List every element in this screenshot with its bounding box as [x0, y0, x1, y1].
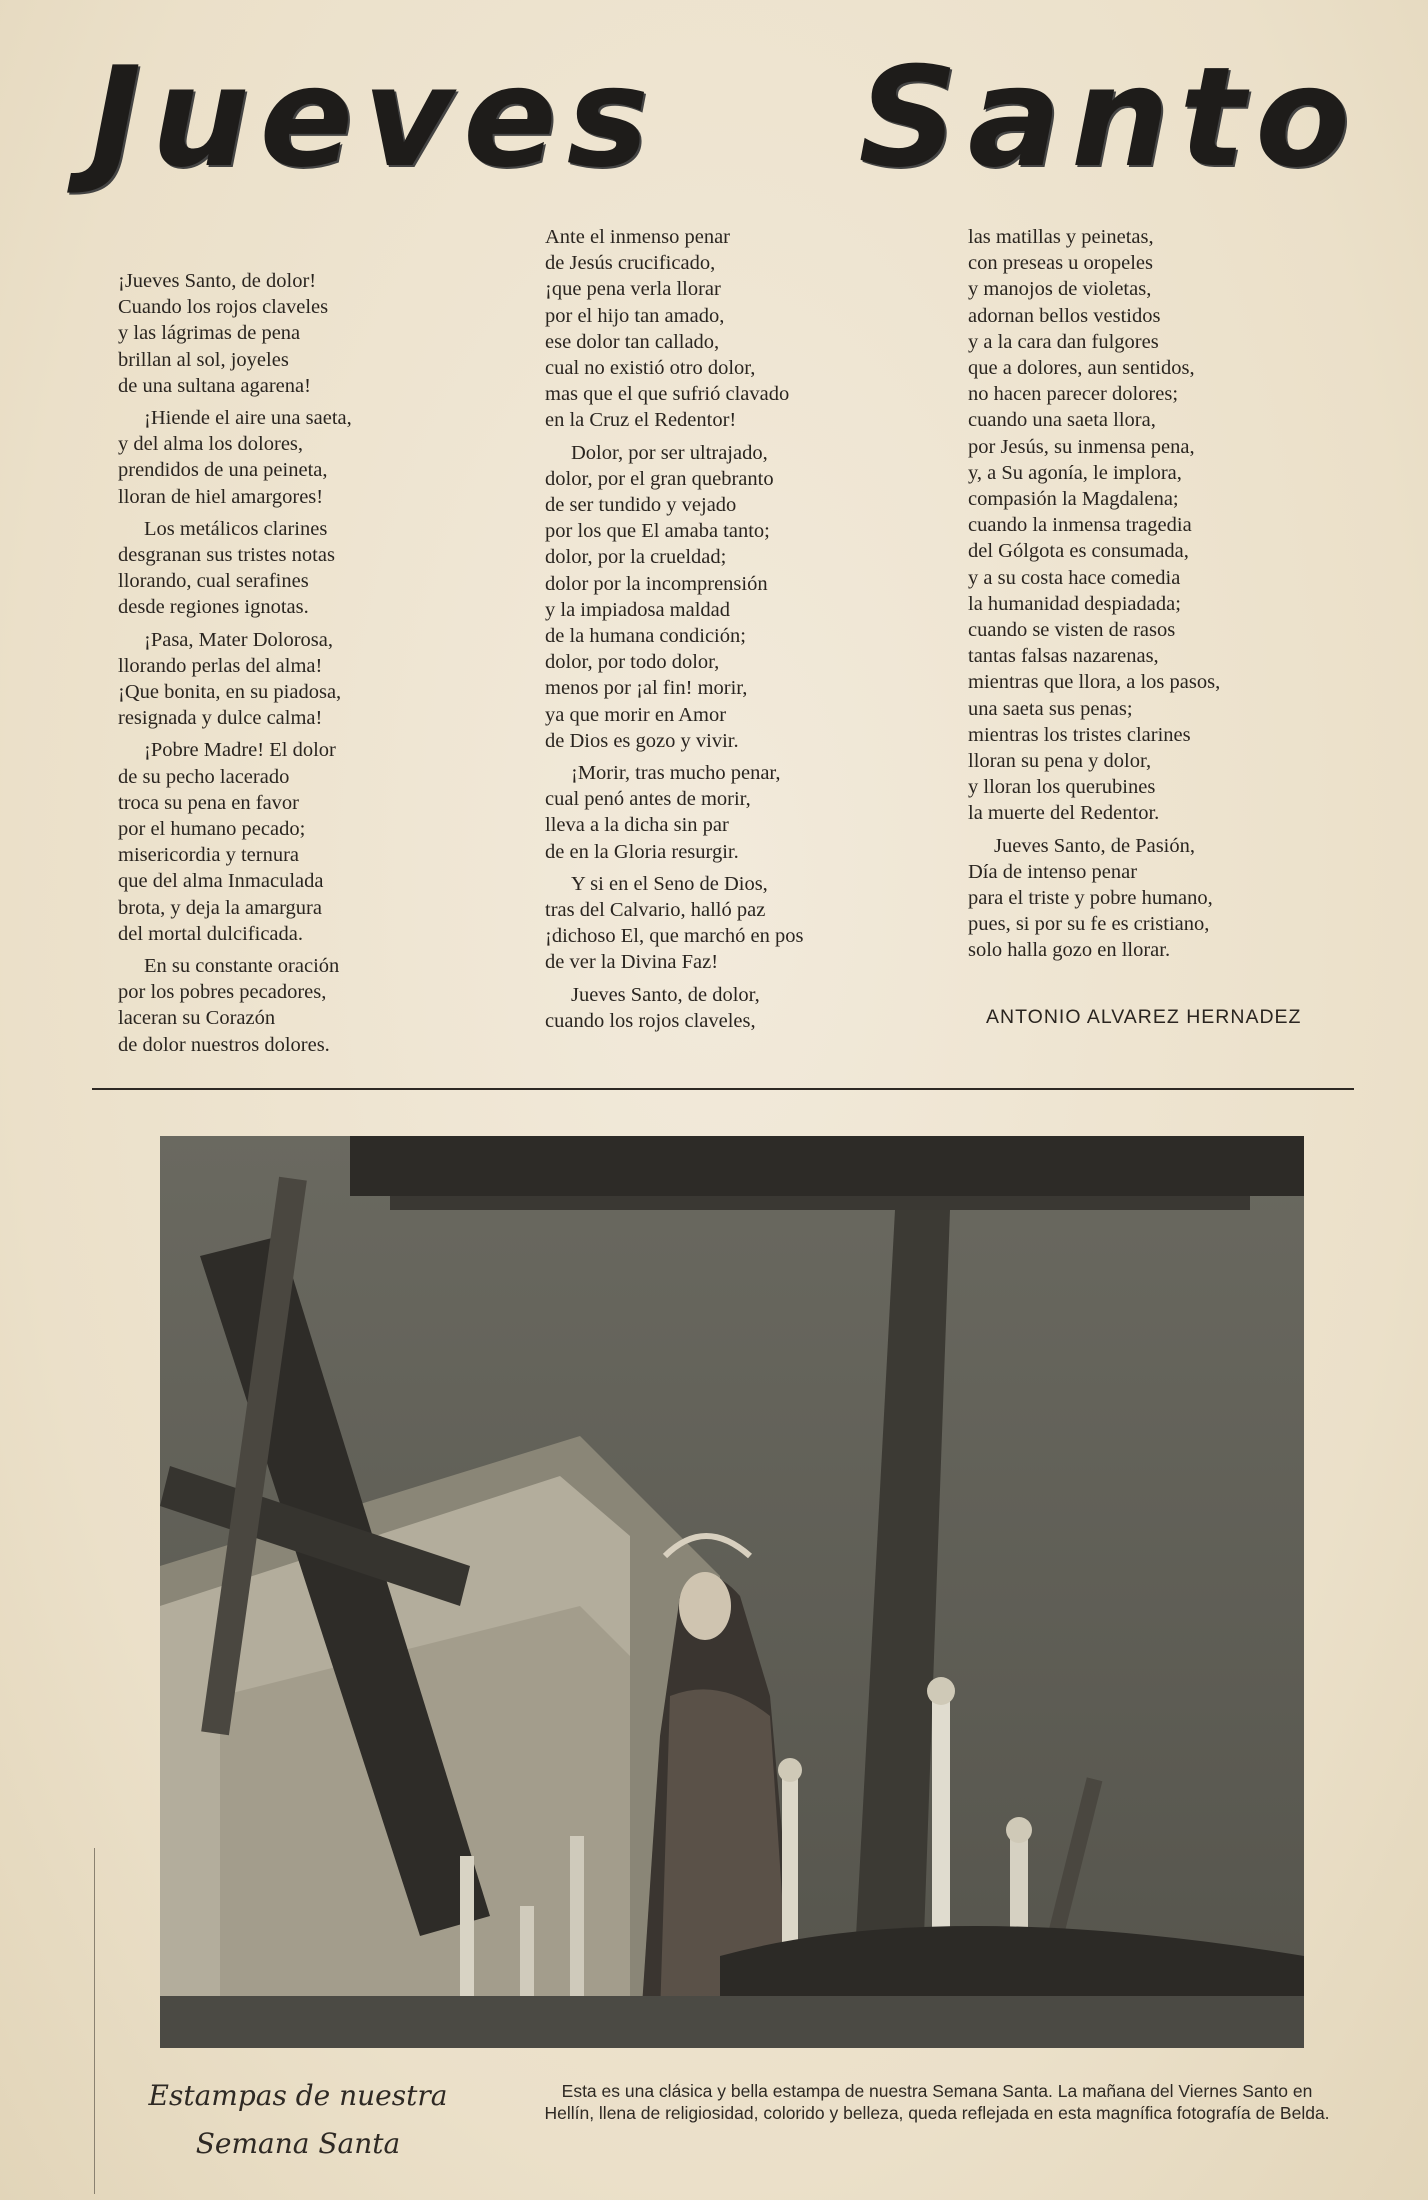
poem-line: las matillas y peinetas,: [968, 226, 1154, 248]
caption-title: [118, 2072, 478, 2168]
poem-line: cuando los rojos claveles,: [545, 1009, 756, 1032]
poem-stanza: [545, 760, 875, 865]
poem-line: por el hijo tan amado,: [545, 304, 725, 327]
poem-line: mientras que llora, a los pasos,: [968, 671, 1221, 694]
poem-line: cuando la inmensa tragedia: [968, 514, 1192, 537]
poem-line: de su pecho lacerado: [118, 765, 290, 788]
poem-line: Día de intenso penar: [968, 860, 1138, 883]
poem-line: por los que El amaba tanto;: [545, 520, 770, 543]
poem-line: cual no existió otro dolor,: [545, 357, 756, 380]
poem-line: desde regiones ignotas.: [118, 596, 309, 619]
poem-line: cuando se visten de rasos: [968, 619, 1176, 642]
poem-stanza: [545, 440, 875, 754]
poem-line: misericordia y ternura: [118, 844, 300, 867]
poem-line: dolor, por la crueldad;: [545, 546, 727, 569]
poem-line: llorando, cual serafines: [118, 570, 309, 593]
poem-stanza: [545, 871, 875, 976]
poem-line: mientras los tristes clarines: [968, 723, 1191, 746]
poem-stanza: [118, 268, 418, 399]
poem-line: de dolor nuestros dolores.: [118, 1033, 330, 1056]
poem-line: ¡que pena verla llorar: [545, 278, 721, 301]
poem-line: de Dios es gozo y vivir.: [545, 729, 739, 752]
poem-line: una saeta sus penas;: [968, 697, 1133, 720]
poem-line: del Gólgota es consumada,: [968, 540, 1189, 563]
poem-line: lloran su pena y dolor,: [968, 750, 1152, 773]
poem-line: ¡Jueves Santo, de dolor!: [118, 270, 317, 292]
poem-line: brota, y deja la amargura: [118, 896, 322, 919]
poem-line: y a la cara dan fulgores: [968, 330, 1159, 353]
poem-column-3: [968, 224, 1328, 970]
poem-line: resignada y dulce calma!: [118, 707, 323, 730]
section-divider: [92, 1088, 1354, 1090]
poem-line: de ver la Divina Faz!: [545, 951, 719, 974]
poem-line: solo halla gozo en llorar.: [968, 939, 1171, 962]
poem-line: por Jesús, su inmensa pena,: [968, 435, 1195, 458]
poem-line: mas que el que sufrió clavado: [545, 383, 790, 406]
caption-title-line-2: Semana Santa: [195, 2127, 401, 2160]
poem-line: cual penó antes de morir,: [545, 788, 751, 811]
poem-stanza: [118, 627, 418, 732]
poem-line: ya que morir en Amor: [545, 703, 727, 726]
poem-line: la humanidad despiadada;: [968, 592, 1181, 615]
poem-line: brillan al sol, joyeles: [118, 348, 289, 371]
poem-line: Cuando los rojos claveles: [118, 296, 329, 319]
poem-line: no hacen parecer dolores;: [968, 383, 1179, 406]
title-word-1: Jueves: [90, 37, 659, 198]
poem-line: ese dolor tan callado,: [545, 330, 720, 353]
poem-line: ¡dichoso El, que marchó en pos: [545, 925, 804, 948]
poem-line: de una sultana agarena!: [118, 374, 311, 397]
poem-stanza: [118, 737, 418, 947]
poem-line: dolor, por todo dolor,: [545, 651, 720, 674]
poem-line: adornan bellos vestidos: [968, 304, 1161, 327]
poem-line: que del alma Inmaculada: [118, 870, 324, 893]
poem-stanza: [118, 516, 418, 621]
poem-line: cuando una saeta llora,: [968, 409, 1156, 432]
poem-line: Los metálicos clarines: [144, 517, 328, 540]
poem-line: y del alma los dolores,: [118, 433, 304, 456]
poem-line: ¡Morir, tras mucho penar,: [571, 762, 781, 785]
poem-line: y las lágrimas de pena: [118, 322, 301, 345]
poem-line: ¡Pasa, Mater Dolorosa,: [144, 628, 334, 651]
title-word-2: Santo: [858, 37, 1360, 198]
poem-line: Dolor, por ser ultrajado,: [571, 441, 768, 464]
poem-line: Jueves Santo, de Pasión,: [994, 834, 1195, 857]
poem-line: Ante el inmenso penar: [545, 226, 731, 248]
poem-line: en la Cruz el Redentor!: [545, 409, 737, 432]
poem-line: laceran su Corazón: [118, 1007, 276, 1030]
poem-stanza: [118, 405, 418, 510]
poem-line: llorando perlas del alma!: [118, 654, 323, 677]
poem-stanza: [118, 953, 418, 1058]
poem-line: lleva a la dicha sin par: [545, 814, 729, 837]
poem-line: del mortal dulcificada.: [118, 922, 303, 945]
poem-line: con preseas u oropeles: [968, 252, 1154, 275]
poem-line: pues, si por su fe es cristiano,: [968, 913, 1210, 936]
poem-stanza: [545, 224, 875, 434]
poem-line: por el humano pecado;: [118, 818, 306, 841]
poem-line: y lloran los querubines: [968, 776, 1156, 799]
poem-line: Y si en el Seno de Dios,: [571, 872, 768, 895]
caption-text: Esta es una clásica y bella estampa de nuestra Semana Santa. La mañana del Viernes Santo en Hellín, llena de religiosidad, colorido y belleza, queda reflejada en esta magnífica fotografía de Belda.: [544, 2081, 1330, 2123]
poem-line: lloran de hiel amargores!: [118, 485, 324, 508]
caption-title-line-1: Estampas de nuestra: [148, 2079, 448, 2112]
poem-line: y a su costa hace comedia: [968, 566, 1181, 589]
poem-line: por los pobres pecadores,: [118, 981, 327, 1004]
poem-line: troca su pena en favor: [118, 791, 299, 814]
poem-line: Jueves Santo, de dolor,: [571, 983, 760, 1006]
poem-stanza: [968, 224, 1328, 827]
poem-column-1: [118, 268, 418, 1064]
poem-line: menos por ¡al fin! morir,: [545, 677, 748, 700]
poem-line: ¡Pobre Madre! El dolor: [144, 739, 336, 762]
poem-line: ¡Que bonita, en su piadosa,: [118, 681, 342, 704]
poem-line: de ser tundido y vejado: [545, 494, 737, 517]
poem-stanza: [968, 833, 1328, 964]
page-title: [90, 37, 1360, 198]
poem-stanza: [545, 982, 875, 1034]
poem-line: y, a Su agonía, le implora,: [968, 461, 1182, 484]
poem-line: y manojos de violetas,: [968, 278, 1152, 301]
poem-line: la muerte del Redentor.: [968, 802, 1160, 825]
poem-line: compasión la Magdalena;: [968, 488, 1179, 511]
poem-column-2: [545, 224, 875, 1040]
poem-line: para el triste y pobre humano,: [968, 887, 1213, 910]
poem-line: En su constante oración: [144, 955, 340, 978]
poem-line: tantas falsas nazarenas,: [968, 645, 1159, 668]
poem-line: desgranan sus tristes notas: [118, 544, 335, 567]
poem-line: tras del Calvario, halló paz: [545, 899, 766, 922]
poem-line: dolor, por el gran quebranto: [545, 467, 774, 490]
poem-line: de Jesús crucificado,: [545, 252, 716, 275]
poem-line: y la impiadosa maldad: [545, 598, 731, 621]
poem-author: ANTONIO ALVAREZ HERNADEZ: [986, 1006, 1302, 1028]
poem-line: prendidos de una peineta,: [118, 459, 328, 482]
poem-line: de en la Gloria resurgir.: [545, 840, 739, 863]
poem-line: ¡Hiende el aire una saeta,: [144, 407, 352, 430]
poem-line: de la humana condición;: [545, 625, 746, 648]
poem-line: que a dolores, aun sentidos,: [968, 357, 1195, 380]
poem-line: dolor por la incomprensión: [545, 572, 768, 595]
